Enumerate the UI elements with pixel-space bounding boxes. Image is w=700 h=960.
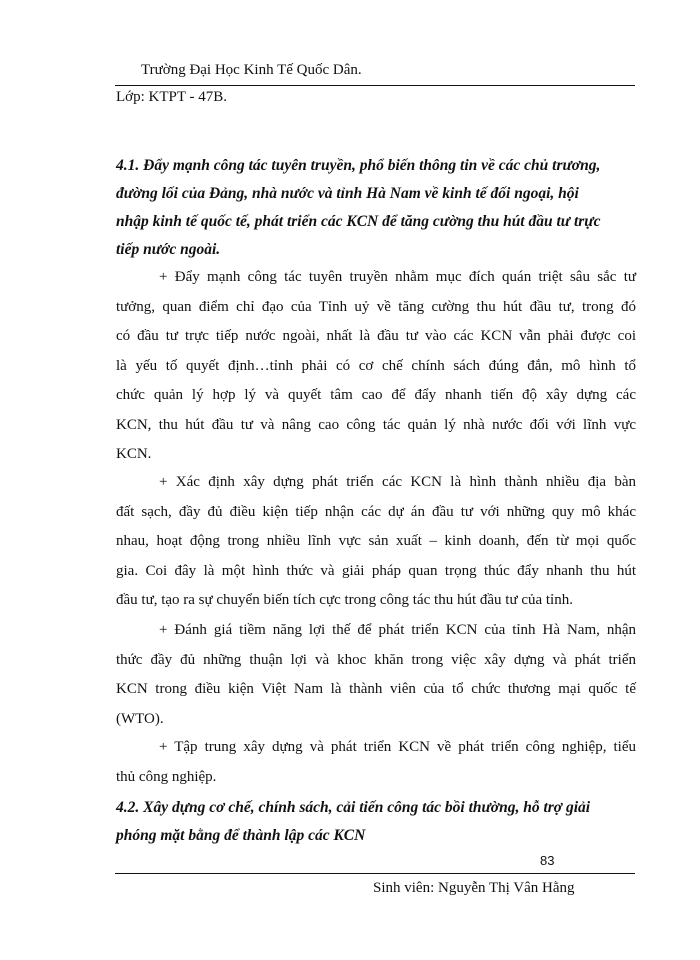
paragraph-1 [116,263,636,470]
paragraph-line: nhau, hoạt động trong nhiều lĩnh vực sản xuất – kinh doanh, đến từ mọi quốc [116,533,636,549]
footer-student-name: Sinh viên: Nguyễn Thị Vân Hằng [373,880,575,896]
paragraph-line: có đầu tư trực tiếp nước ngoài, nhất là đầu tư vào các KCN vẫn phải được coi [116,328,636,344]
paragraph-line: đất sạch, đầy đủ điều kiện tiếp nhận các dự án đầu tư với những quy mô khác [116,503,636,520]
heading-line: phóng mặt bằng để thành lập các KCN [116,827,366,844]
paragraph-line: là yếu tố quyết định…tỉnh phải có cơ chế chính sách đúng đắn, mô hình tổ [116,357,636,374]
section-heading-4-1 [116,152,636,264]
paragraph-line: đầu tư, tạo ra sự chuyển biến tích cực trong công tác thu hút đầu tư của tỉnh. [116,592,573,608]
paragraph-line: + Xác định xây dựng phát triển các KCN là hình thành nhiều địa bàn [159,474,636,490]
paragraph-line: (WTO). [116,710,164,727]
header-divider [115,85,635,86]
paragraph-3 [116,616,636,734]
paragraph-line: KCN. [116,446,152,462]
paragraph-line: thủ công nghiệp. [116,768,217,785]
paragraph-2 [116,468,636,616]
paragraph-line: thức đầy đủ những thuận lợi và khoc khăn trong việc xây dựng và phát triển [116,651,636,668]
header-school-name: Trường Đại Học Kinh Tế Quốc Dân. [141,62,362,78]
paragraph-line: + Tập trung xây dựng và phát triển KCN về phát triển công nghiệp, tiểu [159,739,636,755]
heading-line: tiếp nước ngoài. [116,241,221,258]
paragraph-4 [116,733,636,792]
section-heading-4-2 [116,794,636,850]
heading-line: 4.2. Xây dựng cơ chế, chính sách, cải tiến công tác bồi thường, hỗ trợ giải [116,799,591,816]
paragraph-line: + Đánh giá tiềm năng lợi thế để phát triển KCN của tỉnh Hà Nam, nhận [159,622,636,638]
heading-line: 4.1. Đẩy mạnh công tác tuyên truyền, phổ biến thông tin về các chủ trương, [116,157,601,174]
header-class-name: Lớp: KTPT - 47B. [116,89,227,105]
page-number: 83 [540,853,555,868]
paragraph-line: + Đẩy mạnh công tác tuyên truyền nhằm mục đích quán triệt sâu sắc tư [159,269,636,285]
footer-divider [115,873,635,874]
paragraph-line: chức quản lý hợp lý và quyết tâm cao để đẩy nhanh tiến độ xây dựng các [116,387,636,403]
heading-line: nhập kinh tế quốc tế, phát triển các KCN để tăng cường thu hút đầu tư trực [116,213,601,230]
paragraph-line: tưởng, quan điểm chỉ đạo của Tỉnh uỷ về tăng cường thu hút đầu tư, trong đó [116,298,636,315]
paragraph-line: gia. Coi đây là một hình thức và giải pháp quan trọng thúc đẩy nhanh thu hút [116,562,636,579]
paragraph-line: KCN, thu hút đầu tư và nâng cao công tác quản lý nhà nước đối với lĩnh vực [116,416,636,433]
heading-line: đường lối của Đảng, nhà nước và tỉnh Hà Nam về kinh tế đối ngoại, hội [116,185,579,202]
paragraph-line: KCN trong điều kiện Việt Nam là thành viên của tổ chức thương mại quốc tế [116,681,636,697]
